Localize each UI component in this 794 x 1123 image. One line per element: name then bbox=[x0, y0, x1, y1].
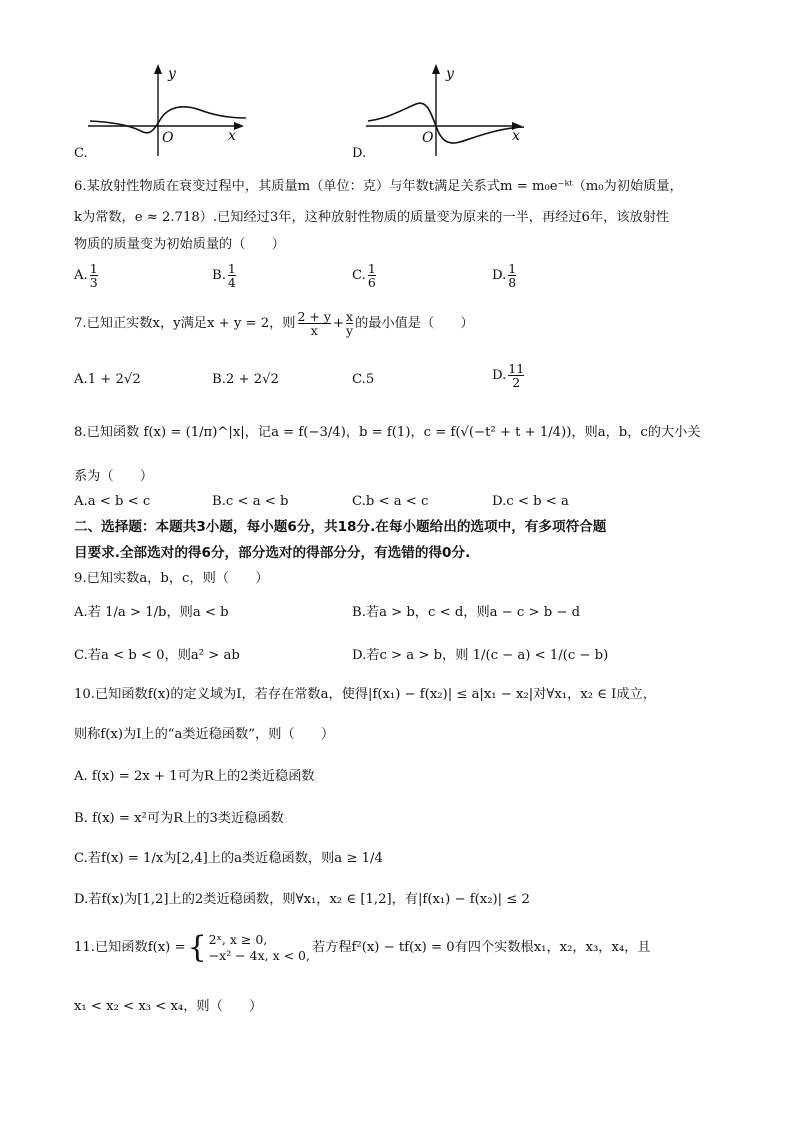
option-label: C. bbox=[352, 268, 366, 284]
denominator: 8 bbox=[508, 275, 517, 291]
option-label: A. bbox=[74, 494, 88, 509]
q6-option-b bbox=[212, 262, 238, 289]
q6-line-3: 物质的质量变为初始质量的（ ） bbox=[74, 237, 285, 252]
denominator: 2 bbox=[512, 375, 521, 391]
denominator: y bbox=[346, 323, 354, 339]
numerator: 1 bbox=[89, 261, 98, 276]
q11-stem-a: 11.已知函数f(x) = bbox=[74, 940, 186, 956]
q7-option-d bbox=[492, 362, 526, 389]
x-axis-label: x bbox=[228, 128, 236, 144]
numerator: 2 + y bbox=[297, 309, 331, 324]
y-axis-label: y bbox=[168, 66, 176, 82]
q7-option-c bbox=[352, 372, 374, 387]
fraction bbox=[508, 262, 516, 289]
option-label: A. bbox=[74, 372, 88, 387]
q8-option-d bbox=[492, 494, 569, 509]
q10-option-a: A. f(x) = 2x + 1可为R上的2类近稳函数 bbox=[74, 769, 315, 784]
q8-option-c bbox=[352, 494, 428, 509]
q10-line-2: 则称f(x)为I上的“a类近稳函数”，则（ ） bbox=[74, 727, 335, 742]
option-label: C. bbox=[352, 494, 366, 509]
denominator: 4 bbox=[227, 275, 236, 291]
graph-d-label: D. bbox=[352, 146, 367, 161]
graph-d bbox=[366, 64, 536, 160]
case-1: 2ˣ, x ≥ 0, bbox=[208, 932, 268, 947]
q7-fraction-1 bbox=[298, 310, 331, 337]
q10-option-d: D.若f(x)为[1,2]上的2类近稳函数，则∀x₁，x₂ ∈ [1,2]，有|f(x₁) − f(x₂)| ≤ 2 bbox=[74, 892, 530, 907]
q9-option-c: C.若a < b < 0，则a² > ab bbox=[74, 648, 240, 663]
plus-sign: + bbox=[332, 316, 344, 332]
denominator: x bbox=[310, 323, 318, 339]
fraction bbox=[368, 262, 376, 289]
section2-heading-2: 目要求.全部选对的得6分，部分选对的得部分分，有选错的得0分. bbox=[74, 545, 471, 561]
q10-option-c: C.若f(x) = 1/x为[2,4]上的a类近稳函数，则a ≥ 1/4 bbox=[74, 851, 383, 866]
option-text: 5 bbox=[365, 372, 375, 387]
origin-label: O bbox=[162, 130, 174, 146]
q8-option-a bbox=[74, 494, 150, 509]
q6-line-1: 6.某放射性物质在衰变过程中，其质量m（单位：克）与年数t满足关系式m = m₀e⁻ᵏᵗ（m₀为初始质量， bbox=[74, 179, 683, 194]
option-text: 2 + 2√2 bbox=[225, 372, 279, 387]
q6-option-a bbox=[74, 262, 100, 289]
q11-stem-b: 若方程f²(x) − tf(x) = 0有四个实数根x₁，x₂，x₃，x₄，且 bbox=[311, 940, 651, 956]
curve-d bbox=[368, 103, 524, 143]
option-label: D. bbox=[492, 368, 507, 384]
option-label: C. bbox=[352, 372, 366, 387]
numerator: 1 bbox=[367, 261, 376, 276]
numerator: 11 bbox=[508, 361, 525, 376]
origin-label: O bbox=[422, 130, 434, 146]
numerator: x bbox=[346, 309, 354, 324]
q10-option-b: B. f(x) = x²可为R上的3类近稳函数 bbox=[74, 811, 284, 826]
option-label: B. bbox=[212, 372, 226, 387]
numerator: 1 bbox=[508, 261, 517, 276]
q8-line-2: 系为（ ） bbox=[74, 469, 154, 484]
option-label: D. bbox=[492, 268, 507, 284]
piecewise-cases bbox=[209, 932, 310, 965]
y-axis-arrow bbox=[154, 64, 162, 74]
fraction bbox=[508, 362, 524, 389]
x-axis-label: x bbox=[512, 128, 520, 144]
denominator: 6 bbox=[367, 275, 376, 291]
graph-c-label: C. bbox=[74, 146, 88, 161]
q9-option-b: B.若a > b，c < d，则a − c > b − d bbox=[352, 605, 581, 620]
y-axis-label: y bbox=[446, 66, 454, 82]
q7-stem-a: 7.已知正实数x，y满足x + y = 2，则 bbox=[74, 316, 296, 332]
q7-fraction-2 bbox=[346, 310, 353, 337]
q6-line-2: k为常数，e ≈ 2.718）.已知经过3年，这种放射性物质的质量变为原来的一半，再经过6年，该放射性 bbox=[74, 210, 670, 225]
section2-heading-1: 二、选择题：本题共3小题，每小题6分，共18分.在每小题给出的选项中，有多项符合题 bbox=[74, 519, 607, 535]
q10-line-1: 10.已知函数f(x)的定义域为I，若存在常数a，使得|f(x₁) − f(x₂)| ≤ a|x₁ − x₂|对∀x₁，x₂ ∈ I成立， bbox=[74, 687, 656, 702]
option-label: D. bbox=[492, 494, 507, 509]
q9-option-a: A.若 1/a > 1/b，则a < b bbox=[74, 605, 229, 620]
option-text: c < b < a bbox=[506, 494, 569, 509]
option-text: 1 + 2√2 bbox=[87, 372, 141, 387]
q7-stem bbox=[74, 310, 474, 337]
numerator: 1 bbox=[227, 261, 236, 276]
q7-option-a bbox=[74, 372, 141, 387]
option-label: B. bbox=[212, 268, 226, 284]
q11-stem bbox=[74, 932, 651, 965]
curve-c bbox=[90, 107, 246, 133]
piecewise-brace: { bbox=[187, 930, 207, 966]
q7-stem-b: 的最小值是（ ） bbox=[355, 316, 474, 332]
option-text: b < a < c bbox=[365, 494, 429, 509]
option-label: A. bbox=[74, 268, 88, 284]
q6-option-d bbox=[492, 262, 518, 289]
q8-line-1: 8.已知函数 f(x) = (1/π)^|x|，记a = f(−3/4)，b = f(1)，c = f(√(−t² + t + 1/4))，则a，b，c的大小关 bbox=[74, 425, 701, 440]
fraction bbox=[228, 262, 236, 289]
graph-c bbox=[88, 64, 258, 160]
case-2: −x² − 4x, x < 0, bbox=[208, 948, 310, 964]
q6-option-c bbox=[352, 262, 378, 289]
option-text: a < b < c bbox=[87, 494, 151, 509]
q9-stem: 9.已知实数a，b，c，则（ ） bbox=[74, 571, 269, 586]
q11-line-2: x₁ < x₂ < x₃ < x₄，则（ ） bbox=[74, 999, 263, 1014]
q7-option-b bbox=[212, 372, 279, 387]
y-axis-arrow bbox=[432, 64, 440, 74]
q9-option-d: D.若c > a > b，则 1/(c − a) < 1/(c − b) bbox=[352, 648, 609, 663]
q8-option-b bbox=[212, 494, 288, 509]
option-text: c < a < b bbox=[225, 494, 289, 509]
denominator: 3 bbox=[89, 275, 98, 291]
fraction bbox=[90, 262, 98, 289]
option-label: B. bbox=[212, 494, 226, 509]
